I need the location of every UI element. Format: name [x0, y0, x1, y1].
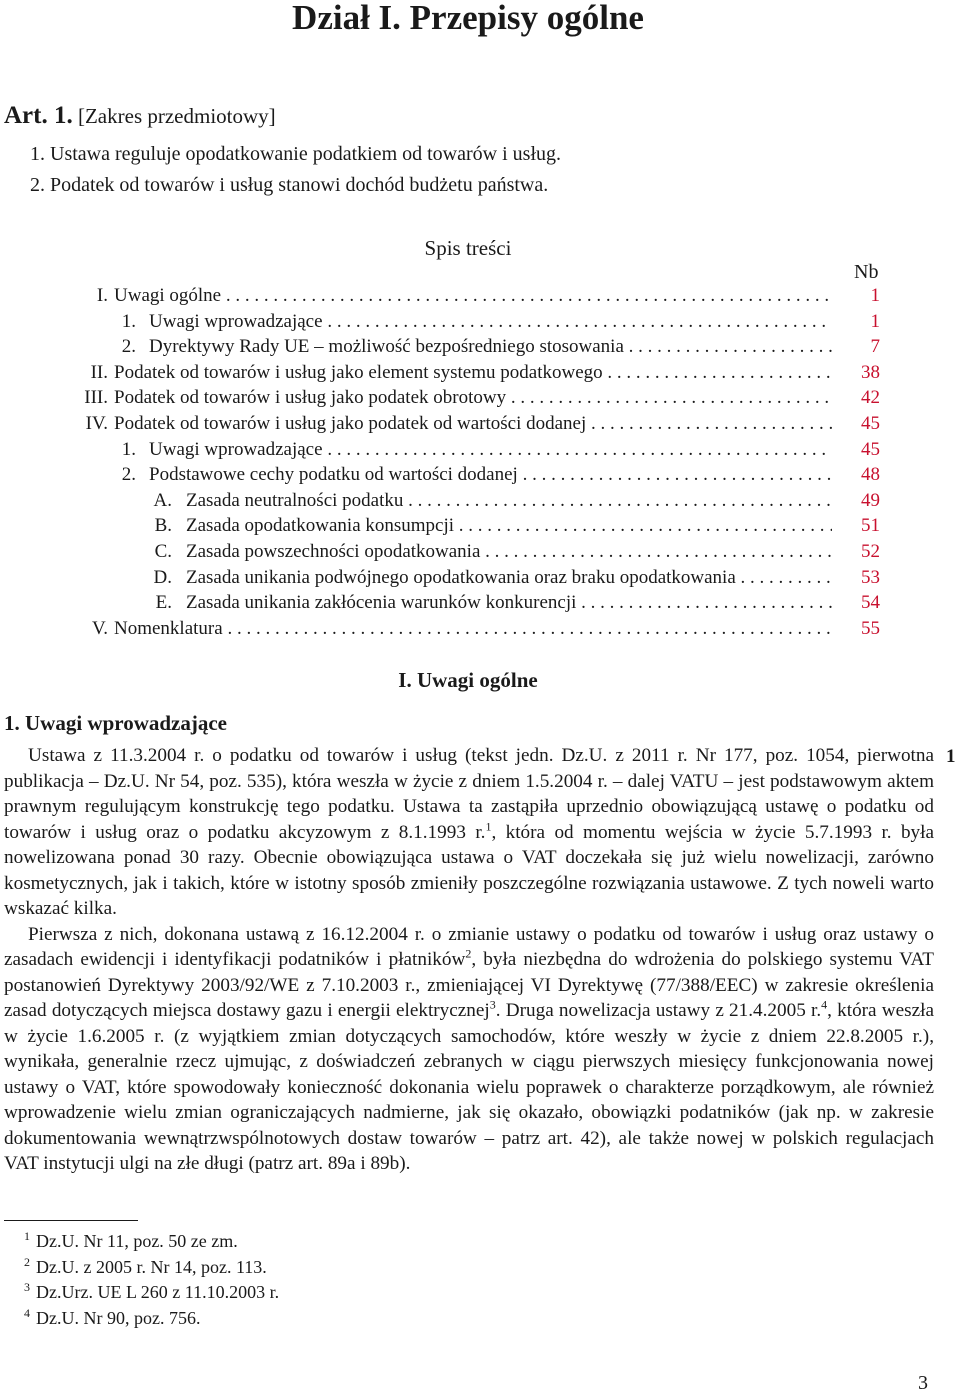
toc-entry[interactable]: [0, 334, 960, 360]
body-text: [4, 743, 934, 1177]
chapter-title: Dział I. Przepisy ogólne: [292, 0, 644, 37]
footnote-ref[interactable]: 2: [465, 946, 472, 961]
article-paragraph: 2. Podatek od towarów i usług stanowi dochód budżetu państwa.: [30, 174, 549, 196]
footnote-divider: [4, 1220, 138, 1221]
body-text-run: , która od momentu wejścia w życie 5.7.1993 r. była nowelizowana ponad 30 razy. Obecnie obowiązująca ustawa o VAT doczekała się już wielu nowelizacji, zarówno kosmetycznych, jak i takich, które w istotny sposób zmieniły poszczególne rozwiązania ustawowe. Z tych noweli warto wskazać kilka.: [4, 821, 934, 919]
toc-entry-label: 2.: [121, 336, 136, 358]
toc-entry-text: Zasada neutralności podatku . . .: [186, 488, 832, 513]
footnote-ref[interactable]: 3: [489, 997, 496, 1012]
toc-entry-page[interactable]: 1: [870, 285, 880, 306]
toc-entry-label: III.: [84, 387, 108, 409]
toc-entry-label: E.: [155, 592, 172, 614]
body-text-run: Ustawa z 11.3.2004 r. o podatku od towarów i usług (tekst jedn. Dz.U. z 2011 r. Nr 177, poz. 1054, pierwotna publikacja – Dz.U. Nr 54, poz. 535), która weszła w życie z dniem 1.5.2004 r. – dalej VATU – jest podstawowym aktem prawnym regulującym konstrukcję tego podatku. Ustawa ta zastąpiła uprzednio obowiązującą ustawę o podatku od towarów i usług oraz o podatku akcyzowym z 8.1.1993 r.: [4, 745, 934, 843]
toc-entry-text: Nomenklatura . . .: [114, 616, 832, 641]
article-subject: [Zakres przedmiotowy]: [77, 104, 276, 128]
body-text-run: . Druga nowelizacja ustawy z 21.4.2005 r.: [495, 1000, 822, 1021]
toc-entry-text: Podatek od towarów i usług jako element systemu podatkowego . . .: [114, 360, 832, 385]
footnote-ref[interactable]: 4: [821, 997, 828, 1012]
toc-entry[interactable]: [0, 462, 960, 488]
toc-entry-label: I.: [96, 285, 108, 306]
toc-entry-page[interactable]: 42: [861, 387, 880, 409]
toc-entry-text: Podstawowe cechy podatku od wartości dodanej . . .: [149, 462, 832, 487]
toc-entry-text: Dyrektywy Rady UE – możliwość bezpośredniego stosowania . . .: [149, 334, 832, 359]
toc-entry-label: IV.: [85, 412, 108, 434]
toc-entry-page[interactable]: 51: [861, 515, 880, 537]
footnote: [24, 1306, 200, 1330]
toc-entry-label: II.: [90, 361, 108, 383]
body-paragraph: [4, 922, 934, 1177]
toc-entry[interactable]: [0, 565, 960, 591]
toc-entry-text: Zasada powszechności opodatkowania . . .: [186, 539, 832, 564]
toc-entry-text: Zasada opodatkowania konsumpcji . . .: [186, 513, 832, 538]
toc-entry-label: A.: [153, 489, 172, 511]
toc-entry-text: Uwagi wprowadzające . . .: [149, 309, 832, 334]
footnote-number: 3: [24, 1280, 30, 1294]
footnote-text: Dz.U. Nr 90, poz. 756.: [36, 1308, 201, 1328]
toc-entry-label: D.: [153, 566, 172, 588]
toc-entry-page[interactable]: 49: [861, 489, 880, 511]
toc-entry[interactable]: [0, 360, 960, 386]
toc-entry-text: Zasada unikania zakłócenia warunków konkurencji . . .: [186, 590, 832, 615]
toc-entry[interactable]: [0, 283, 960, 309]
toc-entry[interactable]: [0, 385, 960, 411]
toc-entry-page[interactable]: 48: [861, 464, 880, 486]
subsection-heading: 1. Uwagi wprowadzające: [4, 711, 228, 735]
footnote-text: Dz.U. Nr 11, poz. 50 ze zm.: [36, 1231, 238, 1251]
toc-entry-label: V.: [91, 617, 108, 639]
toc-entry[interactable]: [0, 590, 960, 616]
footnote-number: 2: [24, 1255, 30, 1269]
toc-entry[interactable]: [0, 513, 960, 539]
footnote-text: Dz.Urz. UE L 260 z 11.10.2003 r.: [36, 1282, 280, 1302]
toc-entry-text: Podatek od towarów i usług jako podatek od wartości dodanej . . .: [114, 411, 832, 436]
table-of-contents: [0, 283, 960, 641]
article-number: Art. 1.: [4, 102, 73, 129]
toc-entry-text: Zasada unikania podwójnego opodatkowania oraz braku opodatkowania . . .: [186, 565, 832, 590]
body-text-run: , była niezbędna do wdrożenia do polskiego systemu VAT postanowień Dyrektywy 2003/92/WE z 7.10.2003 r., zmieniającej VI Dyrektywę (77/388/EEC) w zakresie określenia zasad dotyczących miejsca dostawy gazu i energii elektrycznej: [4, 949, 934, 1021]
toc-entry-label: 1.: [121, 310, 136, 332]
footnote-text: Dz.U. z 2005 r. Nr 14, poz. 113.: [36, 1257, 267, 1277]
margin-number: 1: [946, 746, 956, 767]
toc-nb-header: Nb: [854, 261, 879, 283]
toc-entry-page[interactable]: 53: [861, 566, 880, 588]
section-heading: I. Uwagi ogólne: [398, 668, 538, 692]
toc-entry[interactable]: [0, 488, 960, 514]
toc-title: Spis treści: [424, 236, 512, 260]
article-paragraph: 1. Ustawa reguluje opodatkowanie podatkiem od towarów i usług.: [30, 143, 561, 165]
page-number: 3: [918, 1372, 928, 1394]
toc-entry-page[interactable]: 52: [861, 540, 880, 562]
footnote-number: 4: [24, 1306, 30, 1320]
toc-entry-page[interactable]: 45: [861, 412, 880, 434]
toc-entry[interactable]: [0, 539, 960, 565]
article-heading: [4, 102, 276, 130]
toc-entry[interactable]: [0, 411, 960, 437]
body-paragraph: [4, 743, 934, 922]
footnote: [24, 1280, 279, 1304]
toc-entry-label: 1.: [121, 438, 136, 460]
toc-entry-text: Uwagi ogólne . . .: [114, 283, 832, 308]
body-text-run: Pierwsza z nich, dokonana ustawą z 16.12.2004 r. o zmianie ustawy o podatku od towarów i usług oraz ustawy o zasadach ewidencji i identyfikacji podatników i płatników: [4, 923, 934, 970]
toc-entry-text: Podatek od towarów i usług jako podatek obrotowy . . .: [114, 385, 832, 410]
toc-entry-label: 2.: [121, 464, 136, 486]
toc-entry-label: C.: [154, 540, 172, 562]
toc-entry-label: B.: [154, 515, 172, 537]
toc-entry-page[interactable]: 54: [861, 592, 880, 614]
toc-entry[interactable]: [0, 437, 960, 463]
toc-entry-page[interactable]: 45: [861, 438, 880, 460]
footnote-ref[interactable]: 1: [485, 819, 492, 834]
toc-entry-page[interactable]: 1: [870, 310, 880, 332]
body-text-run: , która weszła w życie 1.6.2005 r. (z wyjątkiem zmian dotyczących samochodów, które weszły w życie z dniem 22.8.2005 r.), wynikała, generalnie rzecz ujmując, z doświadczeń zebranych w ciągu pierwszych miesięcy funkcjonowania nowej ustawy o VAT, które spowodowały konieczność dokonania wielu poprawek o charakterze porządkowym, ale również wprowadzenie wielu zmian ograniczających nadmierne, jak się okazało, obowiązki podatników (jak np. w zakresie dokumentowania wewnątrzwspólnotowych dostaw towarów – patrz art. 42), ale także nowej w polskich regulacjach VAT instytucji ulgi na złe długi (patrz art. 89a i 89b).: [4, 1000, 934, 1174]
toc-entry-page[interactable]: 55: [861, 617, 880, 639]
toc-entry[interactable]: [0, 616, 960, 642]
footnote: [24, 1255, 267, 1279]
toc-entry-page[interactable]: 7: [870, 336, 880, 358]
toc-entry-text: Uwagi wprowadzające . . .: [149, 437, 832, 462]
toc-entry[interactable]: [0, 309, 960, 335]
footnote: [24, 1229, 238, 1253]
toc-entry-page[interactable]: 38: [861, 361, 880, 383]
footnote-number: 1: [24, 1229, 30, 1243]
